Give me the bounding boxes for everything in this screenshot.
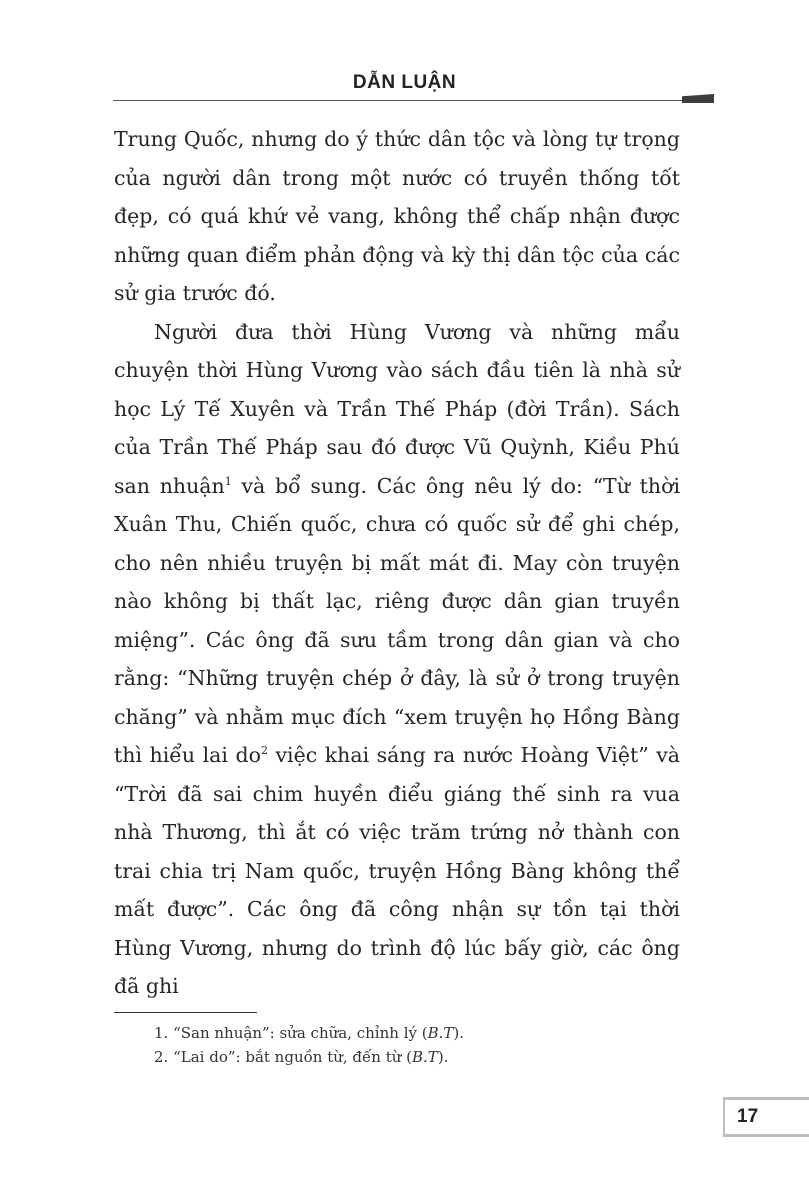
page-number-box (723, 1097, 809, 1137)
paragraph-2 (114, 313, 680, 1006)
footnote-1-source: B.T (427, 1024, 454, 1042)
paragraph-1: Trung Quốc, nhưng do ý thức dân tộc và lòng tự trọng của người dân trong một nước có truyền thống tốt đẹp, có quá khứ vẻ vang, không thể chấp nhận được những quan điểm phản động và kỳ thị dân tộc của các sử gia trước đó. (114, 127, 680, 305)
footnote-1 (154, 1021, 694, 1045)
footnote-1-text: 1. “San nhuận”: sửa chữa, chỉnh lý ( (154, 1024, 428, 1042)
header-rule (113, 100, 713, 101)
footnote-2-source: B.T (412, 1048, 438, 1066)
body-text (114, 120, 680, 1006)
running-header-title: DẪN LUẬN (352, 72, 457, 93)
footnote-2 (154, 1045, 694, 1069)
page-number: 17 (737, 1106, 759, 1127)
footnotes (154, 1021, 694, 1069)
paragraph-2-part-b: và bổ sung. Các ông nêu lý do: “Từ thời Xuân Thu, Chiến quốc, chưa có quốc sử để ghi chép, cho nên nhiều truyện bị mất mát đi. May còn truyện nào không bị thất lạc, riêng được dân gian truyền miệng”. Các ông đã sưu tầm trong dân gian và cho rằng: “Những truyện chép ở đây, là sử ở trong truyện chăng” và nhằm mục đích “xem truyện họ Hồng Bàng thì hiểu lai do (114, 473, 681, 767)
footnote-separator (114, 1012, 257, 1013)
footnote-1-close: ). (453, 1024, 465, 1042)
footnote-2-close: ). (437, 1048, 449, 1066)
paragraph-2-part-a: Người đưa thời Hùng Vương và những mẩu chuyện thời Hùng Vương vào sách đầu tiên là nhà sử học Lý Tế Xuyên và Trần Thế Pháp (đời Trần). Sách của Trần Thế Pháp sau đó được Vũ Quỳnh, Kiều Phú san nhuận (114, 319, 680, 498)
footnote-ref-2: 2 (260, 744, 268, 758)
footnote-2-text: 2. “Lai do”: bắt nguồn từ, đến từ ( (154, 1048, 413, 1066)
paragraph-2-part-c: việc khai sáng ra nước Hoàng Việt” và “Trời đã sai chim huyền điểu giáng thế sinh ra vua nhà Thương, thì ắt có việc trăm trứng nở thành con trai chia trị Nam quốc, truyện Hồng Bàng không thể mất được”. Các ông đã công nhận sự tồn tại thời Hùng Vương, nhưng do trình độ lúc bấy giờ, các ông đã ghi (114, 743, 680, 998)
footnote-ref-1: 1 (224, 474, 232, 488)
header-tab-marker (682, 94, 714, 103)
